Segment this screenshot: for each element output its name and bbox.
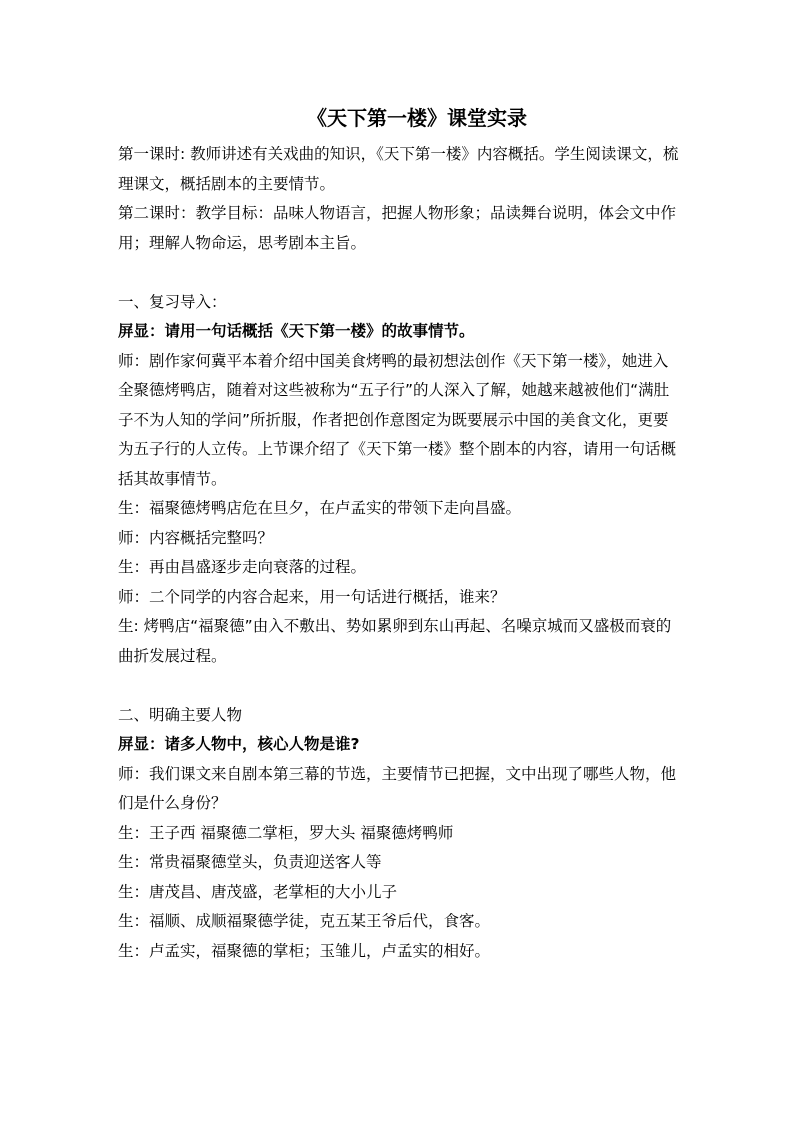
dialogue-line: 师：内容概括完整吗？ bbox=[118, 528, 274, 547]
dialogue-line: 师：二个同学的内容合起来，用一句话进行概括，谁来？ bbox=[118, 587, 506, 606]
dialogue-line: 生：常贵福聚德堂头，负责迎送客人等 bbox=[118, 853, 382, 871]
paragraph-gap bbox=[118, 671, 682, 701]
section-heading: 一、复习导入： bbox=[118, 292, 227, 311]
intro-paragraph: 第二课时：教学目标：品味人物语言，把握人物形象；品读舞台说明，体会文中作用；理解人物命运，思考剧本主旨。 bbox=[118, 204, 677, 252]
dialogue-line: 生：卢孟实，福聚德的掌柜；玉雏儿，卢孟实的相好。 bbox=[118, 941, 491, 960]
dialogue-line: 师：我们课文来自剧本第三幕的节选，主要情节已把握，文中出现了哪些人物，他们是什么身份？ bbox=[118, 764, 677, 812]
dialogue-line: 师：剧作家何冀平本着介绍中国美食烤鸭的最初想法创作《天下第一楼》，她进入全聚德烤鸭店，随着对这些被称为“五子行”的人深入了解，她越来越被他们“满肚子不为人知的学问”所折服，作者把创作意图定为既要展示中国的美食文化，更要为五子行的人立传。上节课介绍了《天下第一楼》整个剧本的内容，请用一句话概括其故事情节。 bbox=[118, 351, 677, 488]
section-heading: 二、明确主要人物 bbox=[118, 705, 243, 724]
dialogue-line: 生：唐茂昌、唐茂盛，老掌柜的大小儿子 bbox=[118, 882, 398, 901]
dialogue-line: 生: 烤鸭店“福聚德”由入不敷出、势如累卵到东山再起、名噪京城而又盛极而衰的曲折发展过程。 bbox=[118, 617, 672, 665]
dialogue-line: 生：王子西 福聚德二掌柜，罗大头 福聚德烤鸭师 bbox=[118, 823, 454, 842]
paragraph-gap bbox=[118, 258, 682, 288]
dialogue-line: 生：福聚德烤鸭店危在旦夕，在卢孟实的带领下走向昌盛。 bbox=[118, 499, 522, 517]
intro-paragraph: 第一课时: 教师讲述有关戏曲的知识，《天下第一楼》内容概括。学生阅读课文，梳理课文，概括剧本的主要情节。 bbox=[118, 145, 679, 193]
page-title: 《天下第一楼》课堂实录 bbox=[307, 106, 527, 130]
screen-prompt: 屏显：诸多人物中，核心人物是谁? bbox=[118, 735, 360, 753]
dialogue-line: 生：再由昌盛逐步走向衰落的过程。 bbox=[118, 558, 367, 576]
screen-prompt: 屏显：请用一句话概括《天下第一楼》的故事情节。 bbox=[118, 322, 475, 340]
document-body bbox=[118, 140, 682, 966]
dialogue-line: 生：福顺、成顺福聚德学徒，克五某王爷后代，食客。 bbox=[118, 912, 491, 930]
